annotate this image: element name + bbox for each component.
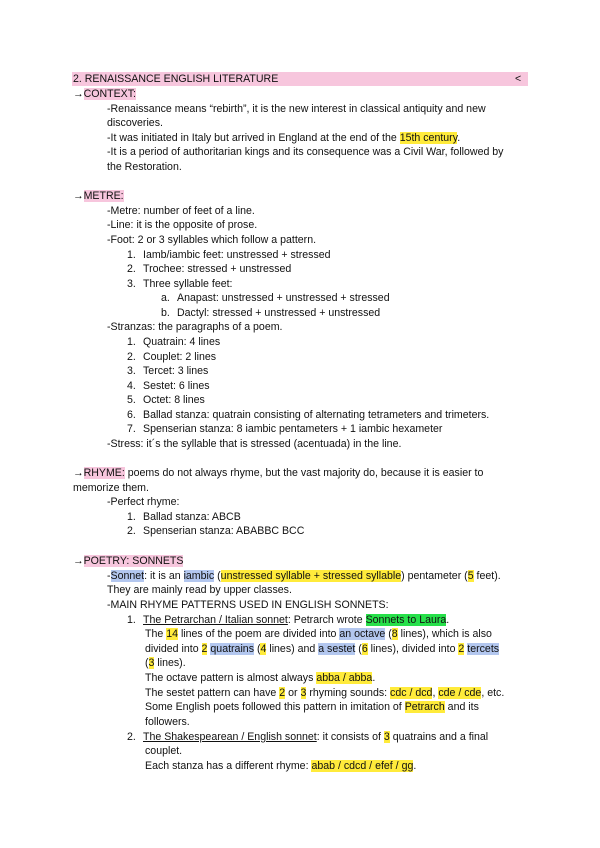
list-item: 6. Ballad stanza: quatrain consisting of alternating tetrameters and trimeters. <box>127 409 490 421</box>
petrarchan-line-4: The octave pattern is almost always abba / abba. <box>145 672 376 684</box>
list-item: b. Dactyl: stressed + unstressed + unstressed <box>161 307 381 319</box>
main-rhyme-patterns: -MAIN RHYME PATTERNS USED IN ENGLISH SONNETS: <box>107 599 389 611</box>
arrow-icon: → <box>73 88 84 100</box>
metre-heading-line <box>73 189 124 203</box>
rhyme-heading: RHYME: <box>83 467 125 479</box>
list-item: 3. Tercet: 3 lines <box>127 365 209 377</box>
shakespearean-line-2: Each stanza has a different rhyme: abab / cdcd / efef / gg. <box>145 760 417 772</box>
perfect-rhyme: -Perfect rhyme: <box>107 496 180 508</box>
list-item: 1. Iamb/iambic feet: unstressed + stressed <box>127 249 331 261</box>
context-line-1: -Renaissance means “rebirth”, it is the new interest in classical antiquity and new <box>107 103 486 115</box>
stanzas-intro: -Stranzas: the paragraphs of a poem. <box>107 321 283 333</box>
arrow-icon: → <box>73 555 84 567</box>
context-line-4: -It is a period of authoritarian kings and its consequence was a Civil War, followed by <box>107 146 504 158</box>
foot-definition: -Foot: 2 or 3 syllables which follow a pattern. <box>107 234 317 246</box>
list-item: 5. Octet: 8 lines <box>127 394 205 406</box>
list-item: a. Anapast: unstressed + unstressed + stressed <box>161 292 390 304</box>
sonnet-readers: They are mainly read by upper classes. <box>107 584 292 596</box>
context-heading: CONTEXT: <box>83 88 136 100</box>
petrarchan-item: 1. The Petrarchan / Italian sonnet: Petrarch wrote Sonnets to Laura. <box>127 614 450 626</box>
metre-heading: METRE: <box>83 190 124 202</box>
petrarchan-line-5: The sestet pattern can have 2 or 3 rhyming sounds: cdc / dcd, cde / cde, etc. <box>145 687 505 699</box>
list-item: 2. Spenserian stanza: ABABBC BCC <box>127 525 305 537</box>
list-item: 7. Spenserian stanza: 8 iambic pentameters + 1 iambic hexameter <box>127 423 443 435</box>
stress-definition: -Stress: it´s the syllable that is stressed (acentuada) in the line. <box>107 438 402 450</box>
sonnet-definition: -Sonnet: it is an iambic (unstressed syllable + stressed syllable) pentameter (5 feet). <box>107 570 501 582</box>
list-item: 2. Couplet: 2 lines <box>127 351 217 363</box>
context-line-2: discoveries. <box>107 117 163 129</box>
rhyme-line-1: →RHYME: poems do not always rhyme, but the vast majority do, because it is easier to <box>73 467 484 479</box>
shakespearean-item: 2. The Shakespearean / English sonnet: it consists of 3 quatrains and a final <box>127 731 489 743</box>
petrarchan-line-6: Some English poets followed this pattern in imitation of Petrarch and its <box>145 701 479 713</box>
petrarchan-line-2: divided into 2 quatrains (4 lines) and a sestet (6 lines), divided into 2 tercets <box>145 643 500 655</box>
list-item: 1. Ballad stanza: ABCB <box>127 511 241 523</box>
title-mark: < <box>515 73 522 85</box>
list-item: 4. Sestet: 6 lines <box>127 380 210 392</box>
line-definition: -Line: it is the opposite of prose. <box>107 219 258 231</box>
list-item: 3. Three syllable feet: <box>127 278 233 290</box>
petrarchan-line-1: The 14 lines of the poem are divided into an octave (8 lines), which is also <box>145 628 492 640</box>
section-title: 2. RENAISSANCE ENGLISH LITERATURE <box>73 73 279 85</box>
arrow-icon: → <box>73 190 84 202</box>
metre-definition: -Metre: number of feet of a line. <box>107 205 255 217</box>
list-item: 1. Quatrain: 4 lines <box>127 336 221 348</box>
petrarchan-line-3: (3 lines). <box>145 657 186 669</box>
context-line-3: -It was initiated in Italy but arrived in England at the end of the 15th century. <box>107 132 461 144</box>
poetry-heading: POETRY: SONNETS <box>83 555 184 567</box>
list-item: 2. Trochee: stressed + unstressed <box>127 263 292 275</box>
highlight-15th-century: 15th century <box>399 132 458 144</box>
poetry-heading-line <box>73 554 183 568</box>
context-line-5: the Restoration. <box>107 161 182 173</box>
arrow-icon: → <box>73 467 84 479</box>
shakespearean-line-1: couplet. <box>145 745 183 757</box>
context-heading-line <box>73 87 136 101</box>
rhyme-line-2: memorize them. <box>73 482 149 494</box>
petrarchan-line-7: followers. <box>145 716 190 728</box>
